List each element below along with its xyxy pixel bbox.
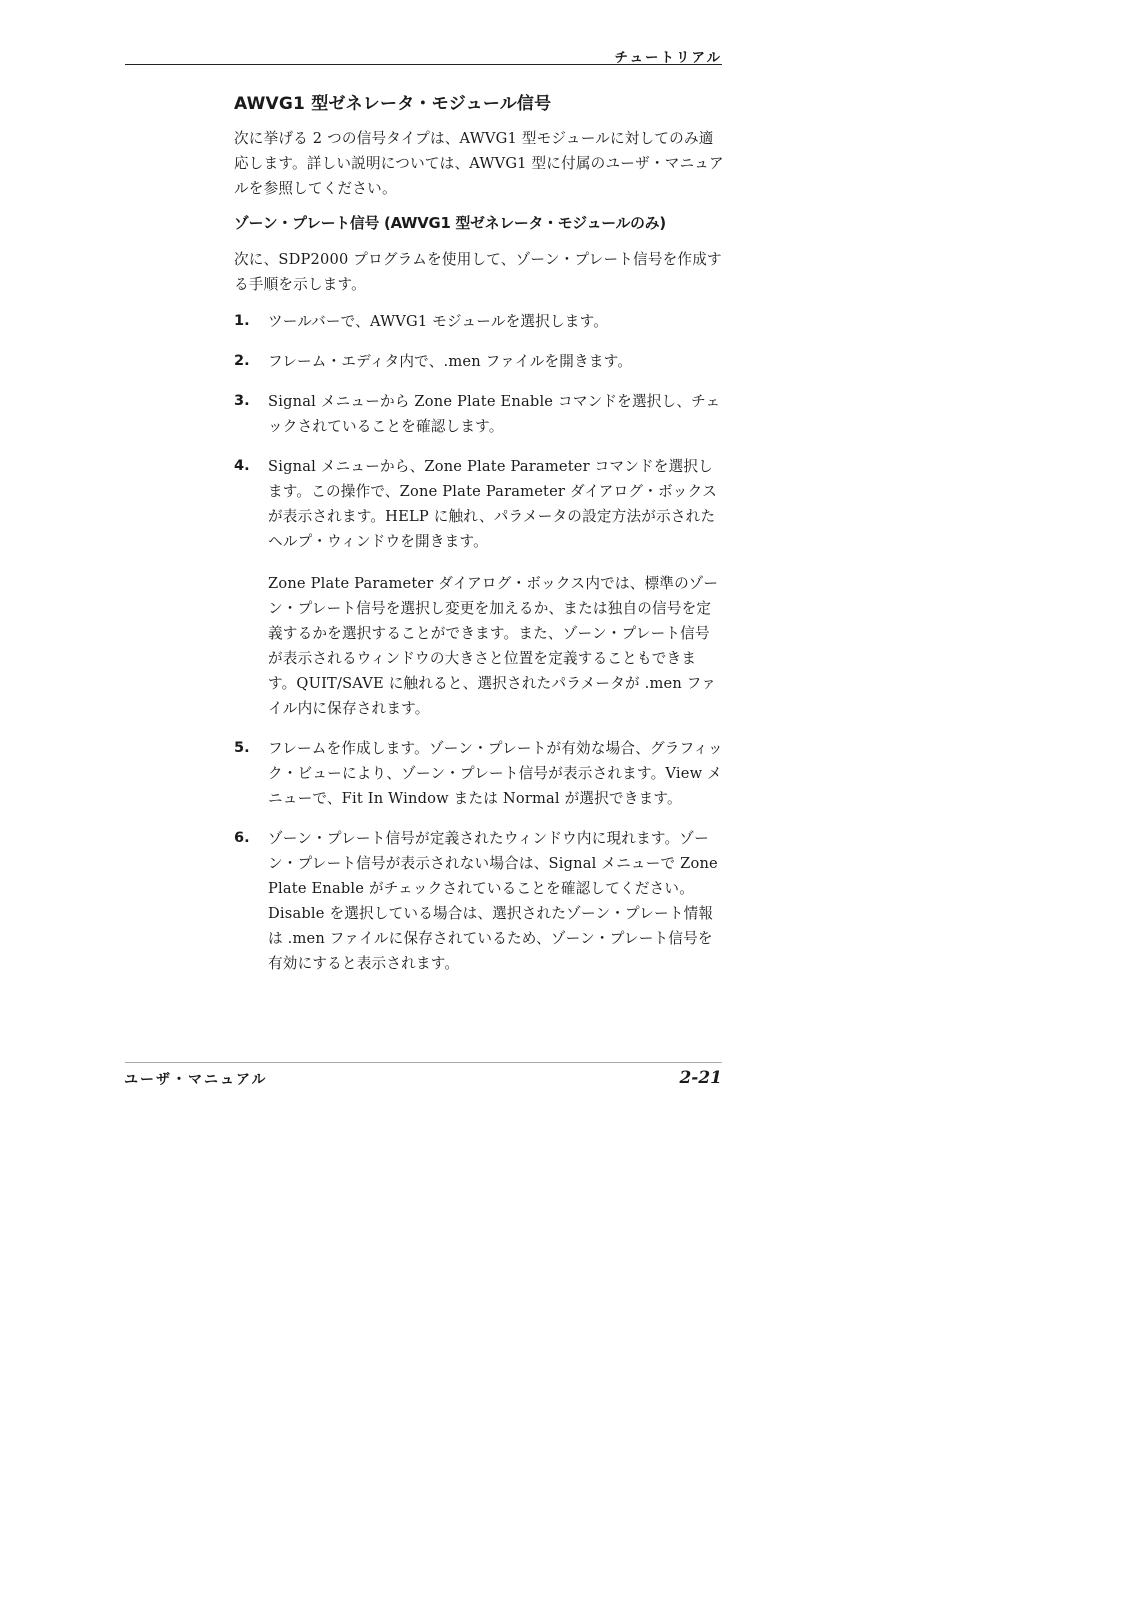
subsection-heading: ゾーン・プレート信号 (AWVG1 型ゼネレータ・モジュールのみ) [234, 215, 666, 232]
step-text: フレーム・エディタ内で、.men ファイルを開きます。 [268, 353, 633, 370]
section-intro: 次に挙げる 2 つの信号タイプは、AWVG1 型モジュールに対してのみ適応します。詳しい説明については、AWVG1 型に付属のユーザ・マニュアルを参照してください。 [234, 130, 724, 197]
step-number: 1. [234, 313, 250, 329]
page-number: 2-21 [679, 1068, 722, 1088]
step-text: フレームを作成します。ゾーン・プレートが有効な場合、グラフィック・ビューにより、ゾーン・プレート信号が表示されます。View メニューで、Fit In Window または Normal が選択できます。 [268, 740, 723, 807]
step-4 [234, 454, 724, 721]
step-number: 2. [234, 353, 250, 369]
section-heading: AWVG1 型ゼネレータ・モジュール信号 [234, 94, 552, 114]
footer-manual-label: ユーザ・マニュアル [124, 1072, 268, 1088]
step-number: 6. [234, 830, 250, 846]
step-text: Signal メニューから、Zone Plate Parameter コマンドを選択します。この操作で、Zone Plate Parameter ダイアログ・ボックスが表示されます。HELP に触れ、パラメータの設定方法が示されたヘルプ・ウィンドウを開きます。 [268, 458, 718, 550]
step-3 [234, 389, 724, 439]
step-5 [234, 736, 724, 811]
main-content [234, 92, 724, 991]
header-title: チュートリアル [614, 50, 722, 66]
step-number: 5. [234, 740, 250, 756]
step-6 [234, 826, 724, 976]
step-2 [234, 349, 724, 374]
step-extra-text: Zone Plate Parameter ダイアログ・ボックス内では、標準のゾーン・プレート信号を選択し変更を加えるか、または独自の信号を定義するかを選択することができます。また、ゾーン・プレート信号が表示されるウィンドウの大きさと位置を定義することもできます。QUIT/SAVE に触れると、選択されたパラメータが .men ファイル内に保存されます。 [268, 575, 719, 717]
footer-rule [125, 1062, 722, 1063]
page-header [0, 42, 722, 66]
step-number: 4. [234, 458, 250, 474]
step-1 [234, 309, 724, 334]
step-text: ツールバーで、AWVG1 モジュールを選択します。 [268, 313, 608, 330]
steps-list [234, 309, 724, 976]
subsection-intro: 次に、SDP2000 プログラムを使用して、ゾーン・プレート信号を作成する手順を示します。 [234, 251, 722, 293]
header-rule [125, 64, 722, 65]
step-text: ゾーン・プレート信号が定義されたウィンドウ内に現れます。ゾーン・プレート信号が表示されない場合は、Signal メニューで Zone Plate Enable がチェックされていることを確認してください。Disable を選択している場合は、選択されたゾーン・プレート情報は .men ファイルに保存されているため、ゾーン・プレート信号を有効にすると表示されます。 [268, 830, 718, 972]
step-number: 3. [234, 393, 250, 409]
step-text: Signal メニューから Zone Plate Enable コマンドを選択し、チェックされていることを確認します。 [268, 393, 721, 435]
